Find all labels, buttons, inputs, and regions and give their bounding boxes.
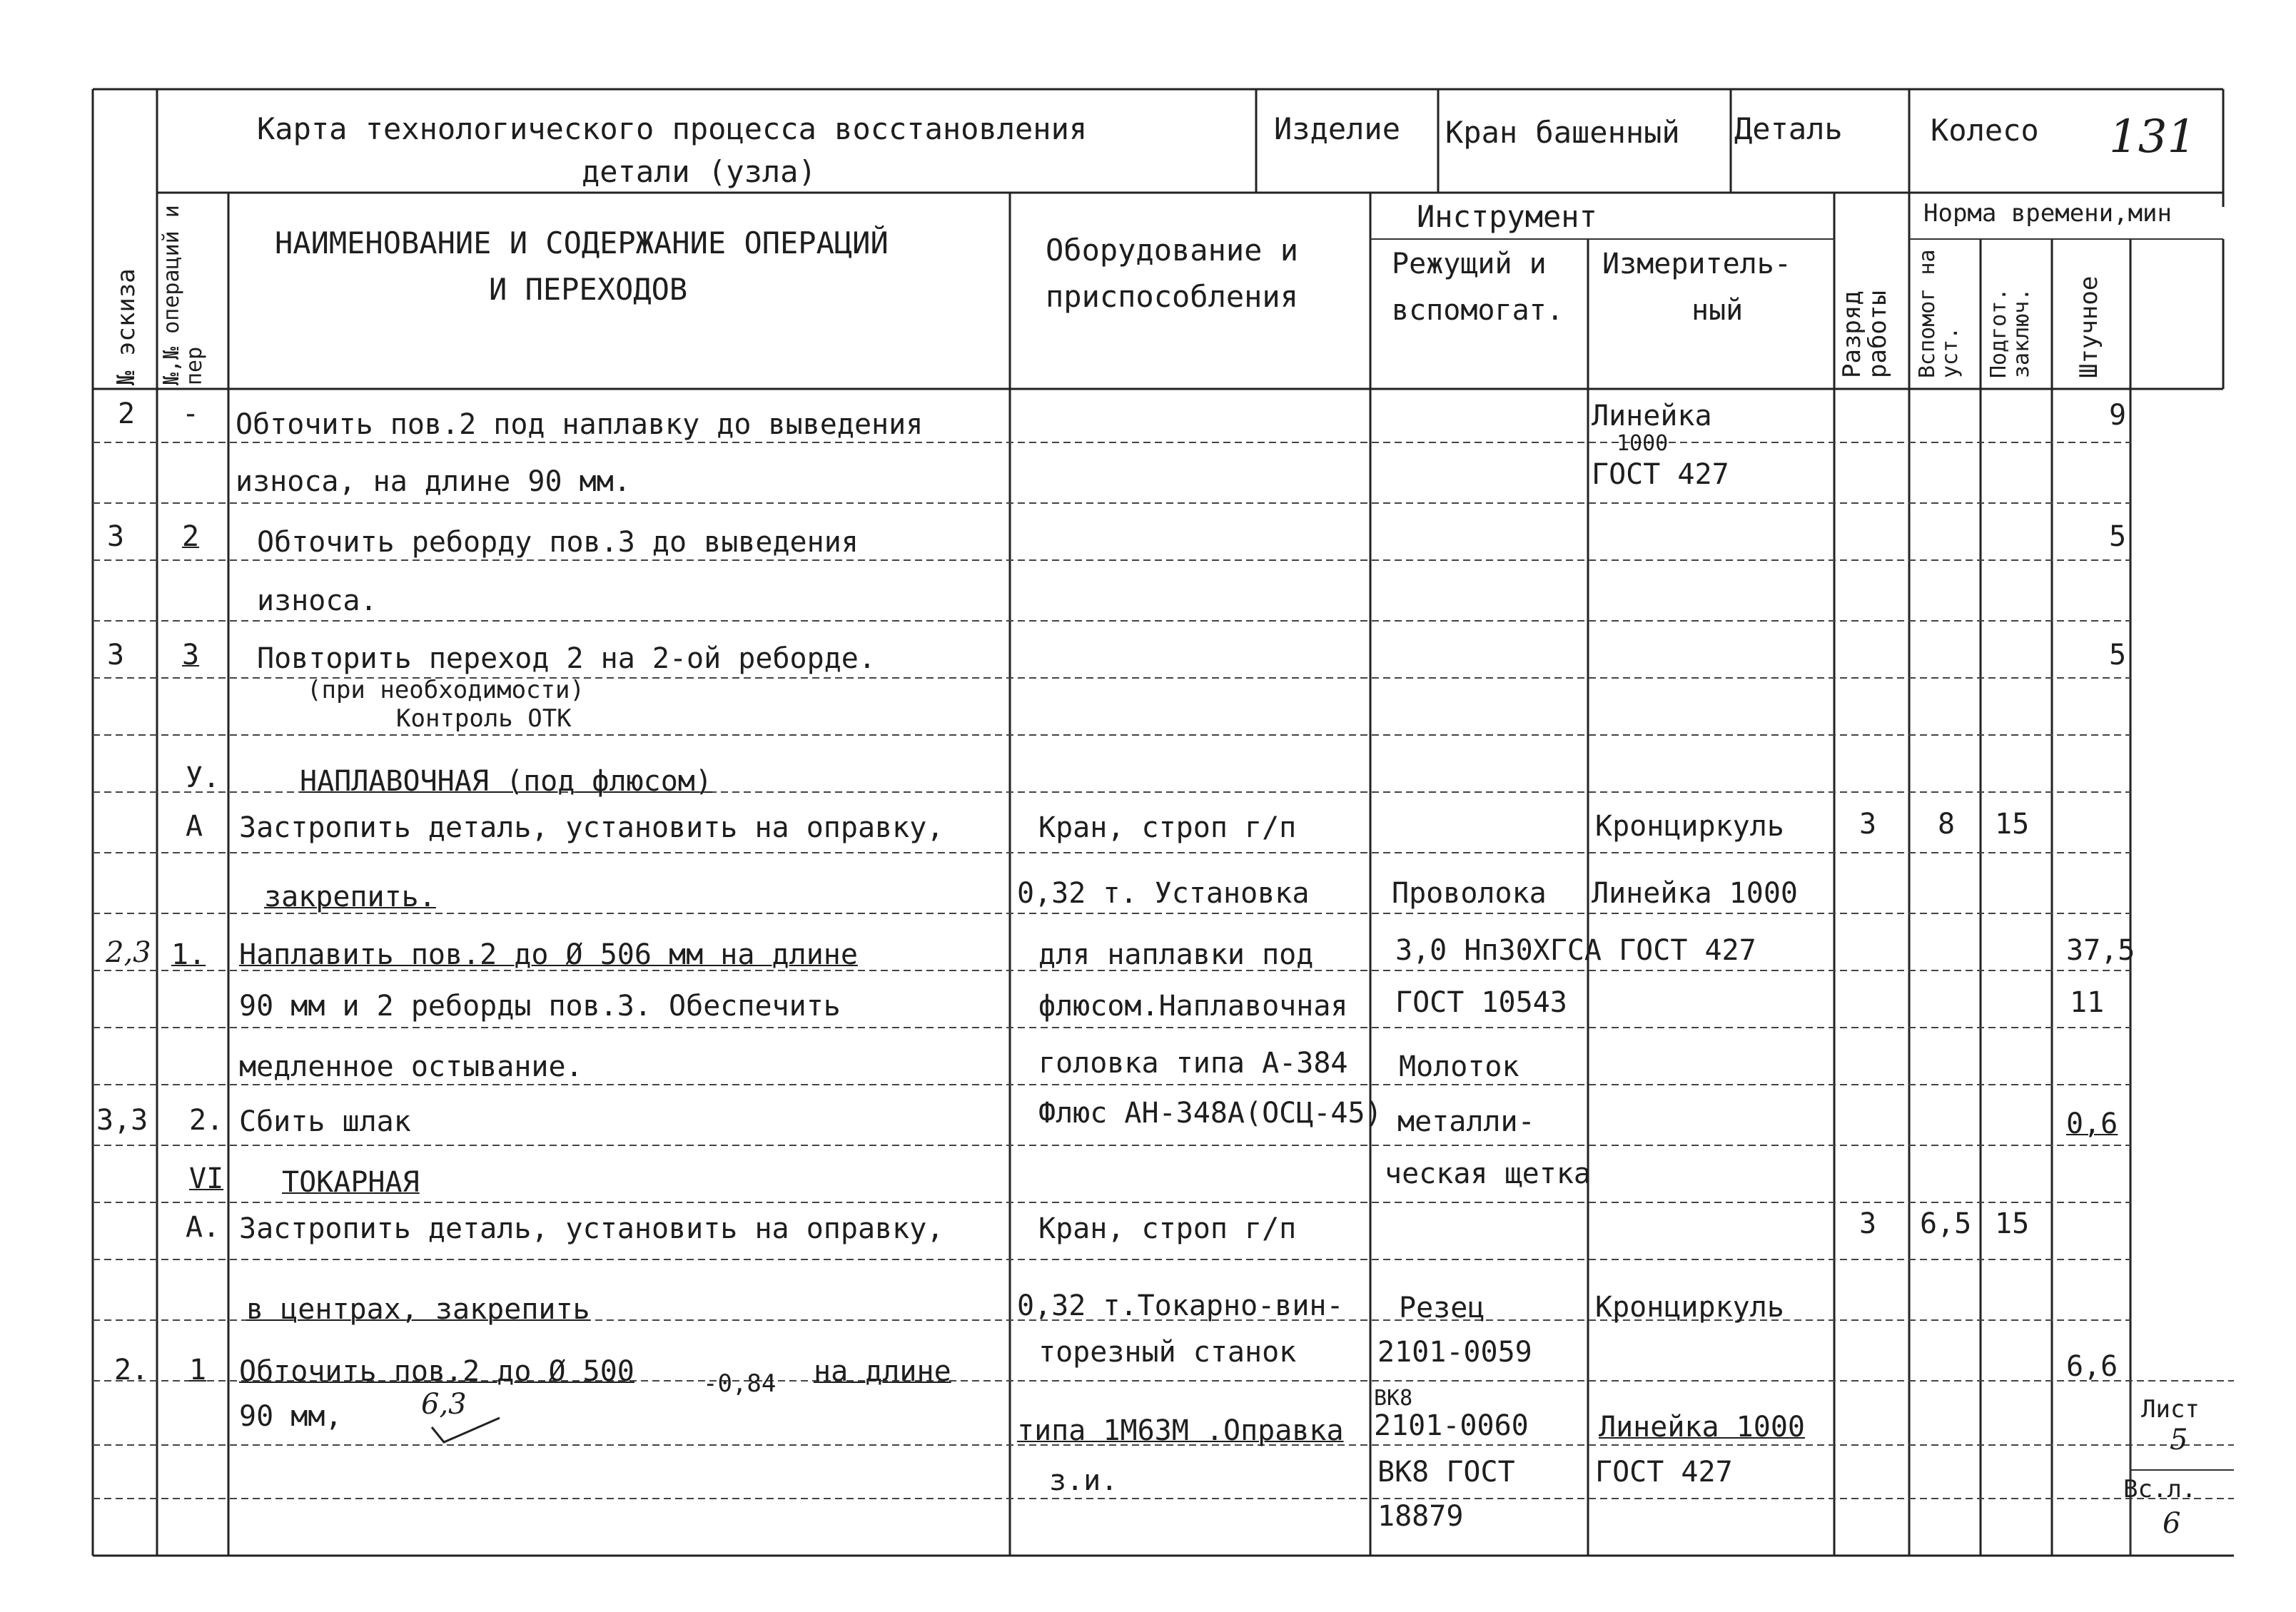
row5-text: Повторить переход 2 на 2-ой реборде. bbox=[257, 642, 876, 675]
col-name-line2: И ПЕРЕХОДОВ bbox=[489, 272, 688, 307]
col-measuring-line2: ный bbox=[1691, 294, 1744, 327]
row18-equipment: типа 1М63М .Оправка bbox=[1017, 1414, 1344, 1447]
row12-equipment: головка типа А-384 bbox=[1038, 1047, 1348, 1080]
row10-equipment: для наплавки под bbox=[1038, 938, 1314, 971]
row16-equipment: 0,32 т.Токарно-вин- bbox=[1017, 1289, 1344, 1322]
row16-text: в центрах, закрепить bbox=[246, 1293, 590, 1326]
row6-text2: Контроль ОТК bbox=[396, 704, 572, 733]
row3-piece: 5 bbox=[2109, 520, 2127, 553]
row12-cutting: Молоток bbox=[1399, 1050, 1519, 1083]
row1-measuring: Линейка bbox=[1592, 400, 1712, 432]
row12-text: медленное остывание. bbox=[239, 1050, 583, 1083]
row13-piece: 0,6 bbox=[2066, 1107, 2118, 1140]
row14-cutting: ческая щетка bbox=[1385, 1157, 1591, 1190]
row17-cutting: 2101-0059 bbox=[1377, 1336, 1532, 1369]
col-sketch-no: № эскиза bbox=[112, 268, 141, 385]
card-title-line2: детали (узла) bbox=[582, 154, 816, 189]
row8-measuring: Кронциркуль bbox=[1595, 810, 1784, 843]
row2-measuring: ГОСТ 427 bbox=[1592, 458, 1729, 491]
col-cutting-line2: вспомогат. bbox=[1392, 294, 1564, 327]
row9-cutting: Проволока bbox=[1392, 877, 1547, 910]
col-prep-time: Подгот. заключ. bbox=[1986, 288, 2034, 378]
row13-equipment: Флюс АН-348А(ОСЦ-45) bbox=[1038, 1097, 1382, 1130]
row10-cutting: 3,0 Нп30ХГСА ГОСТ 427 bbox=[1395, 934, 1756, 967]
card-title-line1: Карта технологического процесса восстановления bbox=[257, 111, 1088, 146]
row17-sketch: 2. bbox=[114, 1354, 149, 1387]
row17-tolerance: -0,84 bbox=[703, 1369, 777, 1398]
row9-measuring: Линейка 1000 bbox=[1592, 877, 1798, 910]
row10-sketch: 2,3 bbox=[106, 936, 151, 969]
col-cutting-line1: Режущий и bbox=[1392, 248, 1547, 280]
row13-sketch: 3,3 bbox=[96, 1104, 148, 1137]
row3-op: 2 bbox=[182, 520, 200, 553]
row8-aux: 8 bbox=[1938, 808, 1956, 841]
row15-grade: 3 bbox=[1859, 1207, 1877, 1240]
product-value: Кран башенный bbox=[1445, 115, 1680, 150]
sheet-value: 5 bbox=[2170, 1424, 2188, 1456]
total-sheets-value: 6 bbox=[2163, 1507, 2181, 1540]
row11-cutting: ГОСТ 10543 bbox=[1395, 986, 1567, 1019]
col-name-line1: НАИМЕНОВАНИЕ И СОДЕРЖАНИЕ ОПЕРАЦИЙ bbox=[275, 225, 889, 260]
row9-equipment: 0,32 т. Установка bbox=[1017, 877, 1310, 910]
row14-text: ТОКАРНАЯ bbox=[282, 1166, 420, 1199]
row15-op: А. bbox=[186, 1211, 221, 1244]
row4-text: износа. bbox=[257, 584, 378, 617]
row8-text: Застропить деталь, установить на оправку, bbox=[239, 811, 944, 844]
col-equipment-line1: Оборудование и bbox=[1046, 233, 1299, 268]
col-grade: Разряд работы bbox=[1838, 290, 1892, 378]
row10-piece: 37,5 bbox=[2066, 934, 2135, 967]
col-piece-time: Штучное bbox=[2075, 275, 2103, 378]
row7-text: НАПЛАВОЧНАЯ (под флюсом) bbox=[300, 765, 712, 798]
row19-cutting2: 18879 bbox=[1377, 1500, 1464, 1533]
row19-measuring: ГОСТ 427 bbox=[1595, 1456, 1733, 1489]
row13-text: Сбить шлак bbox=[239, 1105, 411, 1138]
row10-op: 1. bbox=[171, 938, 206, 971]
col-op-no: №,№ операций и пер bbox=[159, 205, 207, 385]
row10-text: Наплавить пов.2 до Ø 506 мм на длине bbox=[239, 938, 858, 971]
row16-cutting: Резец bbox=[1399, 1292, 1485, 1324]
col-tool-group: Инструмент bbox=[1417, 199, 1597, 234]
row7-op: У. bbox=[186, 761, 221, 794]
row17-equipment: торезный станок bbox=[1038, 1336, 1297, 1369]
row2-measuring-extra: 1000 bbox=[1617, 431, 1669, 456]
row14-op: VI bbox=[189, 1162, 224, 1195]
row16-measuring: Кронциркуль bbox=[1595, 1291, 1784, 1324]
part-label: Деталь bbox=[1734, 111, 1843, 146]
row5-op: 3 bbox=[182, 639, 200, 671]
page-number: 131 bbox=[2109, 111, 2197, 163]
row9-text: закрепить. bbox=[264, 881, 436, 913]
col-measuring-line1: Измеритель- bbox=[1602, 248, 1791, 280]
row11-text: 90 мм и 2 реборды пов.3. Обеспечить bbox=[239, 990, 841, 1023]
row13-op: 2. bbox=[189, 1104, 224, 1137]
row8-equipment: Кран, строп г/п bbox=[1038, 811, 1297, 844]
row8-prep: 15 bbox=[1995, 808, 2030, 841]
sheet-label: Лист bbox=[2141, 1395, 2200, 1424]
row17-text-end: на длине bbox=[814, 1355, 951, 1388]
row18-roughness: 6,3 bbox=[421, 1388, 467, 1421]
col-equipment-line2: приспособления bbox=[1046, 279, 1299, 314]
row1-sketch: 2 bbox=[118, 397, 136, 430]
row13-cutting: металли- bbox=[1397, 1105, 1535, 1138]
row17-text: Обточить пов.2 до Ø 500 bbox=[239, 1355, 634, 1388]
row18-measuring: Линейка 1000 bbox=[1599, 1411, 1805, 1444]
product-label: Изделие bbox=[1274, 111, 1401, 146]
row18-text: 90 мм, bbox=[239, 1400, 343, 1433]
row8-op: А bbox=[186, 810, 203, 843]
row5-piece: 5 bbox=[2109, 639, 2127, 671]
row5-sketch: 3 bbox=[107, 639, 125, 671]
row11-equipment: флюсом.Наплавочная bbox=[1038, 990, 1348, 1023]
row15-prep: 15 bbox=[1995, 1207, 2030, 1240]
row15-equipment: Кран, строп г/п bbox=[1038, 1212, 1297, 1245]
row15-text: Застропить деталь, установить на оправку, bbox=[239, 1212, 944, 1245]
row19-equipment: з.и. bbox=[1049, 1464, 1118, 1497]
row18-cutting2: 2101-0060 bbox=[1374, 1409, 1529, 1442]
row3-text: Обточить реборду пов.3 до выведения bbox=[257, 526, 859, 559]
part-value: Колесо bbox=[1931, 113, 2039, 148]
col-aux-time: Вспомог на уст. bbox=[1915, 249, 1963, 378]
row17-piece: 6,6 bbox=[2066, 1350, 2118, 1383]
row1-text: Обточить пов.2 под наплавку до выведения bbox=[236, 408, 924, 441]
row2-text: износа, на длине 90 мм. bbox=[236, 465, 631, 498]
row17-op: 1 bbox=[189, 1354, 207, 1387]
row6-text: (при необходимости) bbox=[307, 676, 585, 704]
row3-sketch: 3 bbox=[107, 520, 125, 553]
roughness-check-icon bbox=[428, 1416, 507, 1445]
row8-grade: 3 bbox=[1859, 808, 1877, 841]
row1-piece: 9 bbox=[2109, 399, 2127, 432]
row19-cutting: ВК8 ГОСТ bbox=[1377, 1456, 1515, 1489]
row15-aux: 6,5 bbox=[1920, 1207, 1972, 1240]
row1-op: - bbox=[182, 397, 200, 430]
total-sheets-label: Вс.л. bbox=[2123, 1475, 2197, 1504]
col-time-group: Норма времени,мин bbox=[1923, 199, 2172, 228]
row11-piece: 11 bbox=[2070, 986, 2105, 1019]
row18-cutting: ВК8 bbox=[1374, 1386, 1413, 1411]
